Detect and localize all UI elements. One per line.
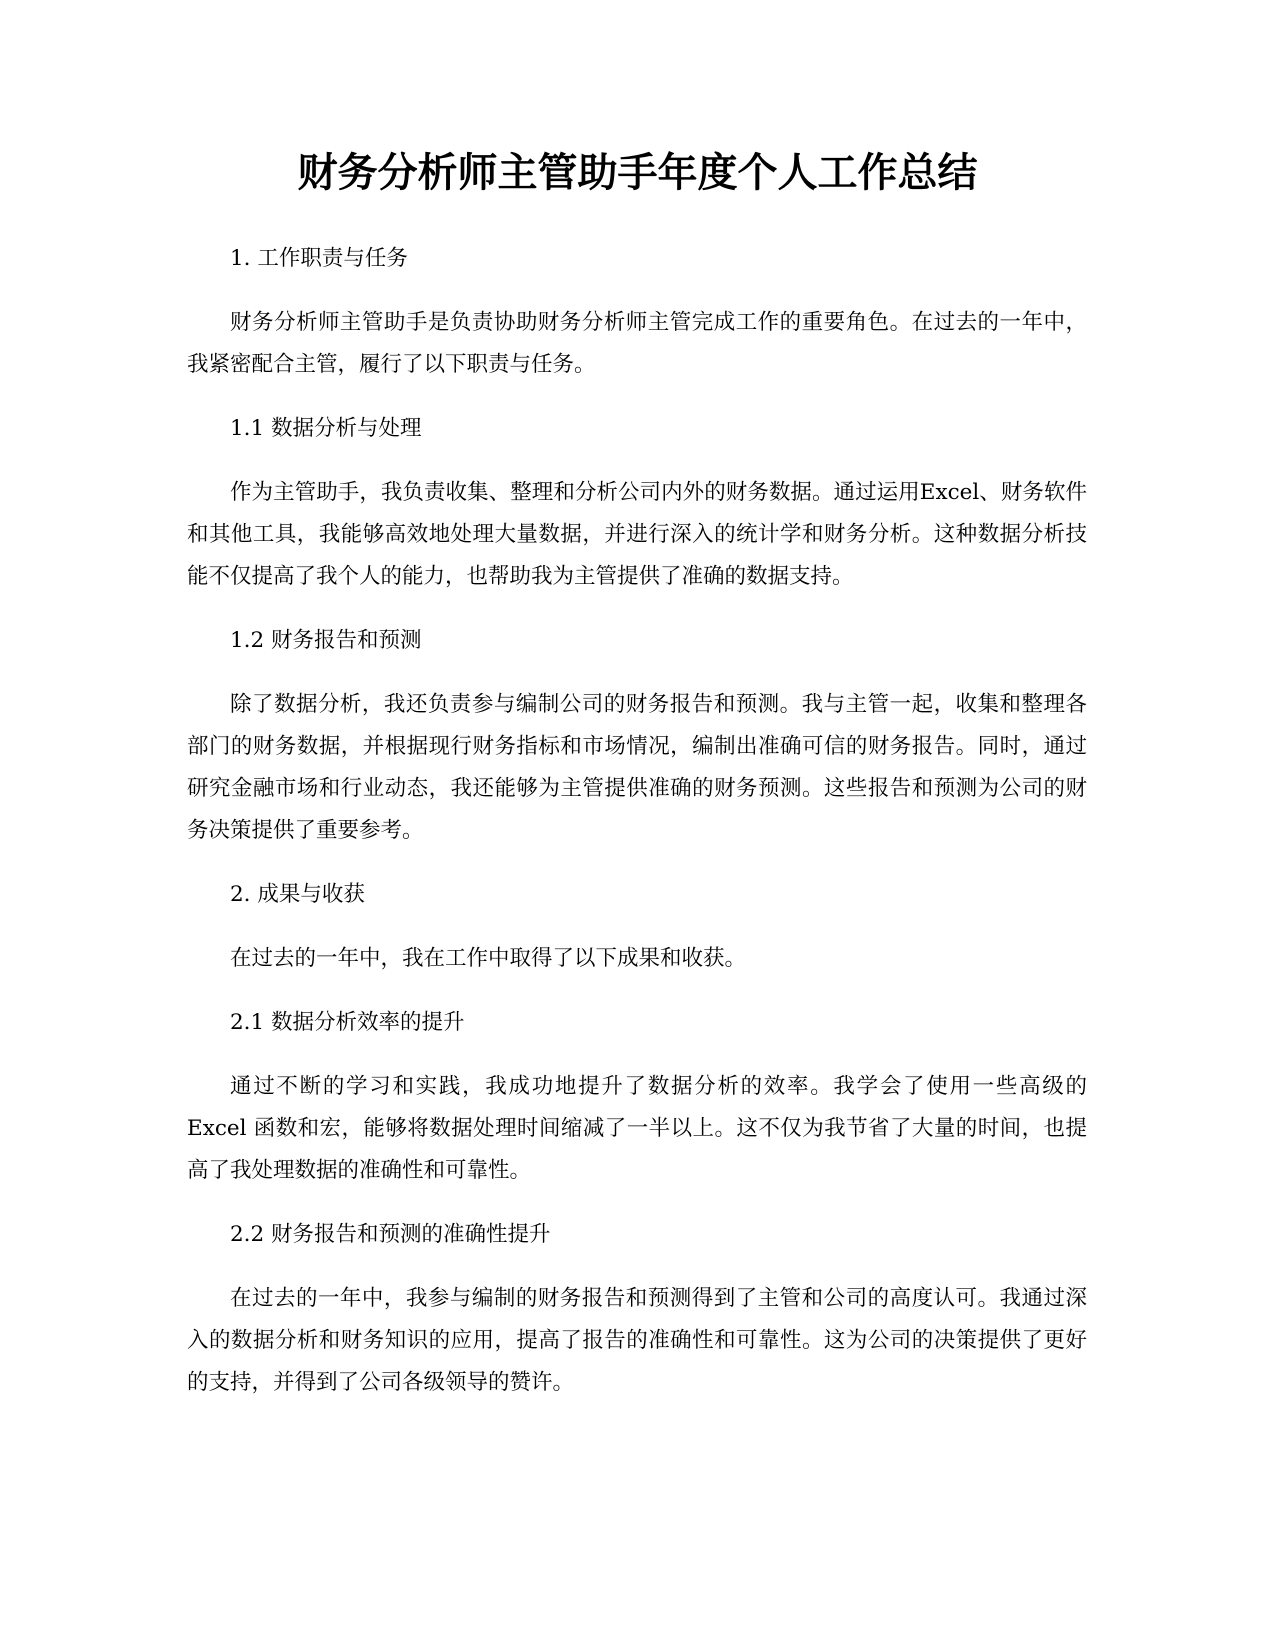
section-heading: 2.2 财务报告和预测的准确性提升 (230, 1222, 551, 1247)
section-heading: 1. 工作职责与任务 (230, 246, 408, 271)
paragraph: 在过去的一年中，我参与编制的财务报告和预测得到了主管和公司的高度认可。我通过深入的数据分析和财务知识的应用，提高了报告的准确性和可靠性。这为公司的决策提供了更好的支持，并得到了公司各级领导的赞许。 (187, 1286, 1087, 1395)
section-heading: 2.1 数据分析效率的提升 (230, 1010, 465, 1035)
section-heading: 1.2 财务报告和预测 (230, 628, 422, 653)
section-heading: 1.1 数据分析与处理 (230, 416, 422, 441)
section-heading: 2. 成果与收获 (230, 882, 365, 907)
paragraph: 除了数据分析，我还负责参与编制公司的财务报告和预测。我与主管一起，收集和整理各部门的财务数据，并根据现行财务指标和市场情况，编制出准确可信的财务报告。同时，通过研究金融市场和行业动态，我还能够为主管提供准确的财务预测。这些报告和预测为公司的财务决策提供了重要参考。 (187, 692, 1087, 843)
paragraph: 作为主管助手，我负责收集、整理和分析公司内外的财务数据。通过运用Excel、财务软件和其他工具，我能够高效地处理大量数据，并进行深入的统计学和财务分析。这种数据分析技能不仅提高了我个人的能力，也帮助我为主管提供了准确的数据支持。 (187, 480, 1087, 589)
document-body (187, 238, 1087, 1426)
paragraph: 在过去的一年中，我在工作中取得了以下成果和收获。 (230, 946, 747, 971)
paragraph: 财务分析师主管助手是负责协助财务分析师主管完成工作的重要角色。在过去的一年中，我紧密配合主管，履行了以下职责与任务。 (187, 310, 1087, 377)
paragraph: 通过不断的学习和实践，我成功地提升了数据分析的效率。我学会了使用一些高级的 Excel 函数和宏，能够将数据处理时间缩减了一半以上。这不仅为我节省了大量的时间，也提高了我处理数据的准确性和可靠性。 (187, 1074, 1087, 1183)
document-title: 财务分析师主管助手年度个人工作总结 (297, 150, 978, 196)
